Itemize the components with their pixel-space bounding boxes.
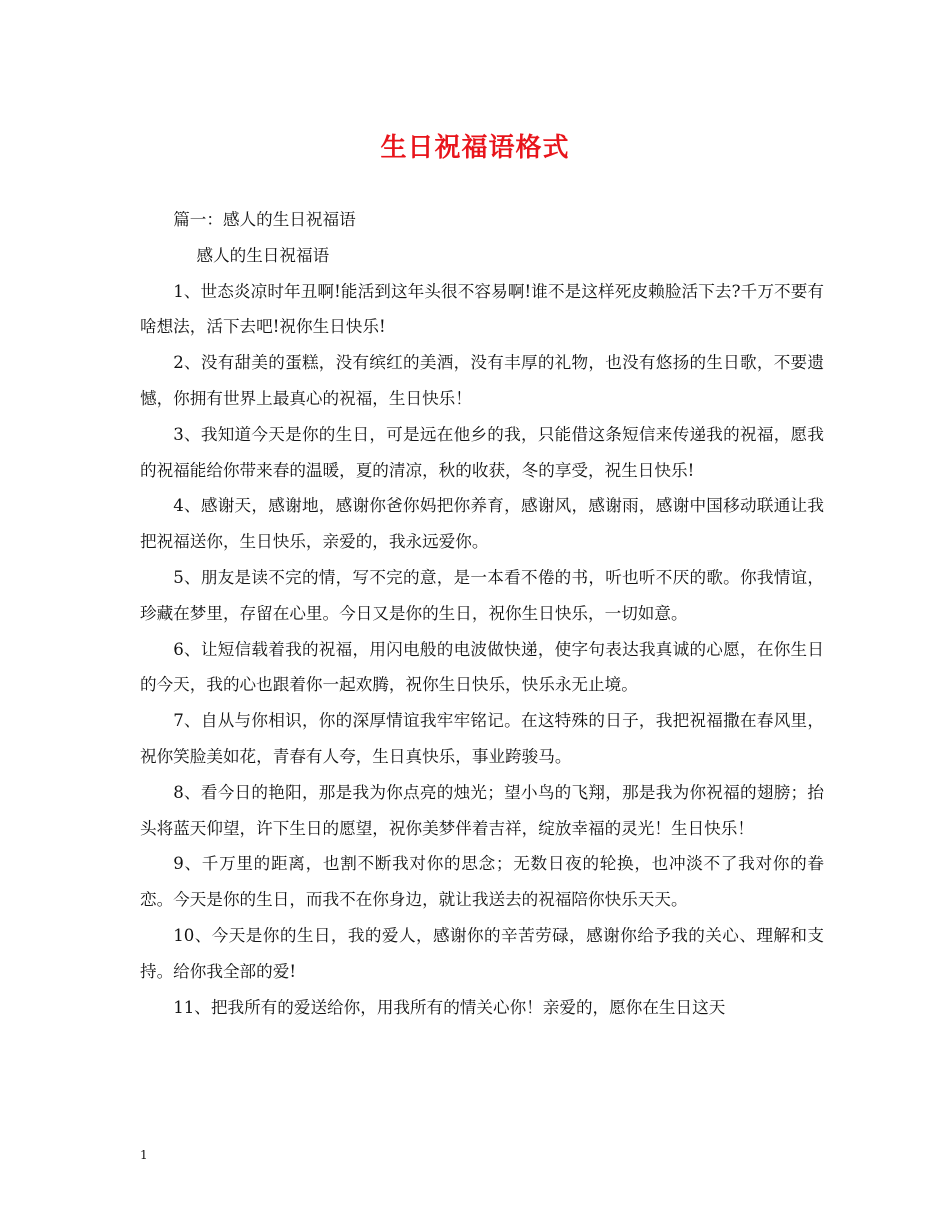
paragraph: 3、我知道今天是你的生日，可是远在他乡的我，只能借这条短信来传递我的祝福，愿我的祝福能给你带来春的温暖，夏的清凉，秋的收获，冬的享受，祝生日快乐! [140,424,824,480]
paragraph: 9、千万里的距离，也割不断我对你的思念；无数日夜的轮换，也冲淡不了我对你的眷恋。今天是你的生日，而我不在你身边，就让我送去的祝福陪你快乐天天。 [140,854,824,910]
section-heading: 篇一：感人的生日祝福语 [173,210,356,229]
paragraph: 2、没有甜美的蛋糕，没有缤红的美酒，没有丰厚的礼物，也没有悠扬的生日歌，不要遗憾，你拥有世界上最真心的祝福，生日快乐！ [140,353,824,408]
paragraph: 7、自从与你相识，你的深厚情谊我牢牢铭记。在这特殊的日子，我把祝福撒在春风里，祝你笑脸美如花，青春有人夸，生日真快乐，事业跨骏马。 [140,711,824,766]
page-number: 1 [140,1148,148,1162]
paragraph: 4、感谢天，感谢地，感谢你爸你妈把你养育，感谢风，感谢雨，感谢中国移动联通让我把祝福送你，生日快乐，亲爱的，我永远爱你。 [140,496,824,552]
paragraph: 11、把我所有的爱送给你，用我所有的情关心你！亲爱的，愿你在生日这天 [173,997,726,1017]
subheading: 感人的生日祝福语 [196,245,330,265]
paragraph: 8、看今日的艳阳，那是我为你点亮的烛光；望小鸟的飞翔，那是我为你祝福的翅膀；抬头将蓝天仰望，许下生日的愿望，祝你美梦伴着吉祥，绽放幸福的灵光！生日快乐！ [140,782,824,838]
paragraph: 6、让短信载着我的祝福，用闪电般的电波做快递，使字句表达我真诚的心愿，在你生日的今天，我的心也跟着你一起欢腾，祝你生日快乐，快乐永无止境。 [140,639,824,695]
paragraph: 5、朋友是读不完的情，写不完的意，是一本看不倦的书，听也听不厌的歌。你我情谊，珍藏在梦里，存留在心里。今日又是你的生日，祝你生日快乐，一切如意。 [140,567,824,623]
document-body [140,202,824,1025]
document-title: 生日祝福语格式 [380,133,570,163]
paragraph: 10、今天是你的生日，我的爱人，感谢你的辛苦劳碌，感谢你给予我的关心、理解和支持。给你我全部的爱! [140,925,824,981]
paragraph: 1、世态炎凉时年丑啊!能活到这年头很不容易啊!谁不是这样死皮赖脸活下去?千万不要有啥想法，活下去吧!祝你生日快乐! [140,281,824,337]
